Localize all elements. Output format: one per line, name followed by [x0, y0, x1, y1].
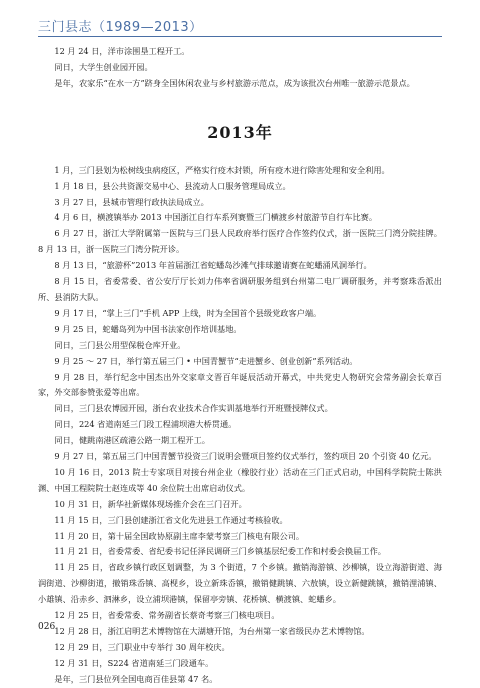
page-number: 026 [38, 622, 56, 632]
entry-paragraph: 10 月 31 日，新华社新媒体现场推介会在三门召开。 [54, 498, 247, 509]
running-header: 三门县志（1989—2013） [38, 20, 203, 35]
entry-paragraph: 6 月 27 日，浙江大学附属第一医院与三门县人民政府举行医疗合作签约仪式，浙一医院三门湾分院挂牌。8 月 13 日，浙一医院三门湾分院开诊。 [38, 228, 442, 255]
entry-paragraph: 12 月 25 日，省委常委、常务副省长蔡奇考察三门核电项目。 [54, 610, 280, 621]
entry-paragraph: 4 月 6 日，横渡镇举办 2013 中国浙江自行车系列赛暨三门横渡乡村旅游节自行车比赛。 [54, 212, 378, 223]
entry-paragraph: 同日，224 省道南延三门段工程浦坝港大桥贯通。 [54, 419, 237, 430]
entry-paragraph: 11 月 15 日，三门县创建浙江省文化先进县工作通过考核验收。 [54, 514, 288, 525]
entry-paragraph: 10 月 16 日，2013 院士专家项目对接台州企业（橡胶行业）活动在三门正式启动，中国科学院院士陈洪渊、中国工程院院士赵连成等 40 余位院士出席启动仪式。 [38, 466, 442, 493]
entry-paragraph: 12 月 29 日，三门职业中专举行 30 周年校庆。 [54, 641, 230, 652]
year-heading: 2013年 [207, 122, 273, 142]
entry-paragraph: 9 月 27 日，第五届三门中国青蟹节投资三门说明会暨项目签约仪式举行，签约项目 20 个引资 40 亿元。 [54, 451, 437, 462]
entry-paragraph: 12 月 24 日，洋市涂围垦工程开工。 [54, 46, 190, 56]
entry-paragraph: 8 月 15 日，省委常委、省公安厅厅长刘力伟率省调研服务组到台州第二电厂调研服务，并考察珠岙派出所、县消防大队。 [38, 276, 442, 302]
entry-paragraph: 9 月 28 日，举行纪念中国杰出外交家章文晋百年诞辰活动开幕式，中共党史人物研究会常务副会长章百家，外交部参赞张爱等出席。 [38, 371, 442, 398]
entry-paragraph: 11 月 25 日，省政乡镇行政区划调整，为 3 个街道，7 个乡镇。撤销海游镇、沙柳镇，设立海游街道、海润街道、沙柳街道，撤销珠岙镇、高枧乡，设立新珠岙镇，撤销健跳镇、六敖镇，设立新健跳镇，撤销浬浦镇、小雄镇、沿赤乡、泗淋乡，设立浦坝港镇，保留亭旁镇、花桥镇、横渡镇、蛇蟠乡。 [38, 562, 442, 605]
entry-paragraph: 11 月 20 日，第十届全国政协原副主席李蒙考察三门核电有限公司。 [54, 530, 305, 541]
entry-paragraph: 9 月 17 日，“掌上三门”手机 APP 上线，时为全国首个县级党政客户端。 [54, 307, 322, 318]
entry-paragraph: 是年，农家乐“在水一方”跻身全国休闲农业与乡村旅游示范点，成为该批次台州唯一旅游示范景点。 [54, 77, 415, 88]
entry-paragraph: 12 月 31 日，S224 省道南延三门段通车。 [54, 657, 214, 668]
page-body [38, 44, 442, 688]
entry-paragraph: 同日，大学生创业园开园。 [54, 61, 153, 72]
entry-paragraph: 同日，健跳南港区疏港公路一期工程开工。 [54, 435, 210, 446]
entry-paragraph: 12 月 28 日，浙江启明艺术博物馆在大湖塘开馆，为台州第一家省级民办艺术博物馆。 [54, 626, 370, 636]
entry-paragraph: 9 月 25 日，蛇蟠岛列为中国书法家创作培训基地。 [54, 323, 242, 334]
entry-paragraph: 11 月 21 日，省委常委、省纪委书记任泽民调研三门乡镇基层纪委工作和村委会换届工作。 [54, 546, 386, 557]
entry-paragraph: 3 月 27 日，县城市管理行政执法局成立。 [54, 196, 209, 207]
top-entries [38, 44, 442, 92]
entry-paragraph: 同日，三门县农博园开园，浙台农业技术合作实训基地举行开班暨授牌仪式。 [54, 403, 333, 414]
entry-paragraph: 同日，三门县公用型保税仓库开业。 [54, 339, 186, 350]
year-entries [38, 163, 442, 688]
entry-paragraph: 1 月 18 日，县公共资源交易中心、县流动人口服务管理局成立。 [54, 180, 291, 191]
header-rule [38, 36, 442, 37]
entry-paragraph: 1 月，三门县划为松树线虫病疫区，严格实行疫木封锁，所有疫木进行除害处理和安全利用。 [54, 164, 390, 175]
entry-paragraph: 9 月 25 ～ 27 日，举行第五届三门 • 中国青蟹节“走进蟹乡、创业创新”系列活动。 [54, 355, 358, 366]
entry-paragraph: 是年，三门县位列全国电商百佳县第 47 名。 [54, 673, 218, 684]
entry-paragraph: 8 月 13 日，“旅游杯”2013 年首届浙江省蛇蟠岛沙滩气排球邀请赛在蛇蟠涌风洞举行。 [54, 260, 372, 271]
